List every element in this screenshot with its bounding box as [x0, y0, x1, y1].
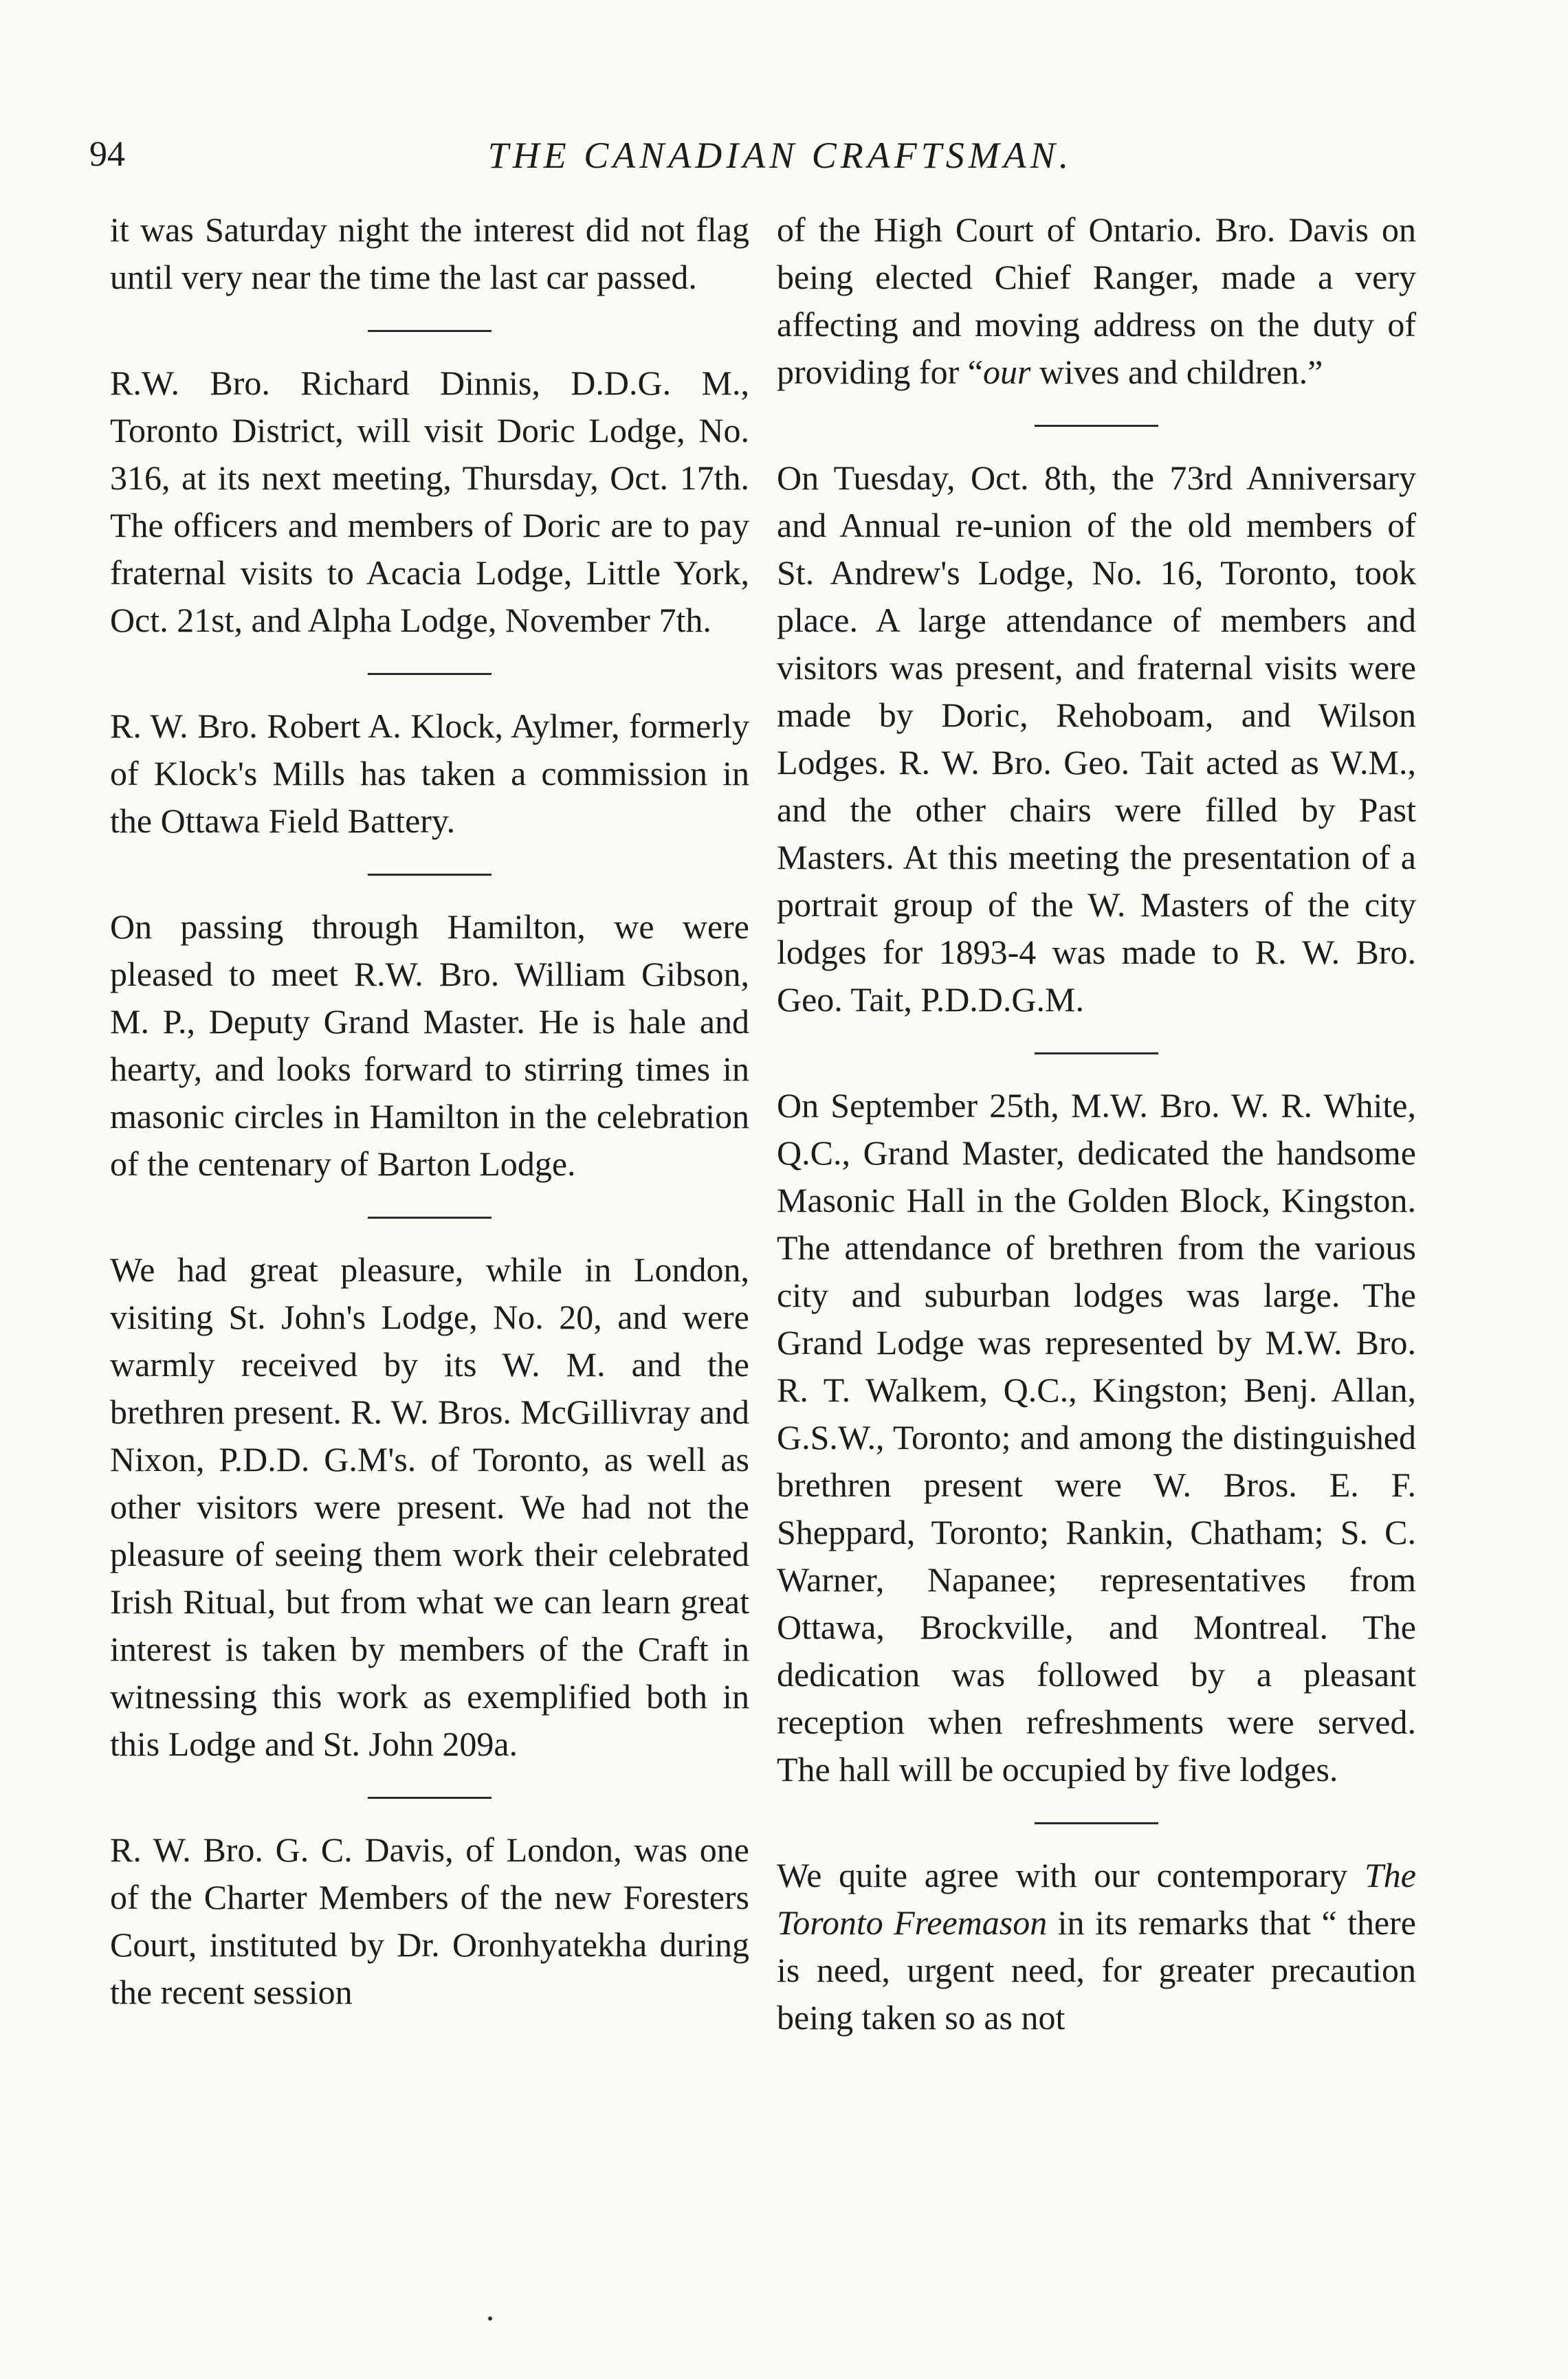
right-column [777, 206, 1416, 2041]
paragraph-text: in its remarks that “ there is need, urgent need, for greater precaution being taken so as not [777, 1903, 1417, 2037]
paragraph: On passing through Hamilton, we were pleased to meet R.W. Bro. William Gibson, M. P., Deputy Grand Master. He is hale and hearty, and looks forward to stirring times in masonic circles in Hamilton in the celebration of the centenary of Barton Lodge. [110, 907, 749, 1183]
section-divider [1035, 1052, 1158, 1054]
paragraph [777, 206, 1416, 396]
running-title: THE CANADIAN CRAFTSMAN. [487, 135, 1073, 176]
paragraph: R.W. Bro. Richard Dinnis, D.D.G. M., Toronto District, will visit Doric Lodge, No. 316, at its next meeting, Thursday, Oct. 17th. The officers and members of Doric are to pay fraternal visits to Acacia Lodge, Little York, Oct. 21st, and Alpha Lodge, November 7th. [110, 364, 749, 639]
section-divider [368, 673, 492, 675]
paragraph: R. W. Bro. G. C. Davis, of London, was one of the Charter Members of the new Foresters Court, instituted by Dr. Oronhyatekha during the recent session [110, 1830, 749, 2011]
emphasis: The Toronto Freemason [777, 1856, 1416, 1942]
paragraph: On September 25th, M.W. Bro. W. R. White, Q.C., Grand Master, dedicated the handsome Masonic Hall in the Golden Block, Kingston. The attendance of brethren from the various city and suburban lodges was large. The Grand Lodge was represented by M.W. Bro. R. T. Walkem, Q.C., Kingston; Benj. Allan, G.S.W., Toronto; and among the distinguished brethren present were W. Bros. E. F. Sheppard, Toronto; Rankin, Chatham; S. C. Warner, Napanee; representatives from Ottawa, Brockville, and Montreal. The dedication was followed by a pleasant reception when refreshments were served. The hall will be occupied by five lodges. [777, 1086, 1416, 1789]
paragraph-text: We quite agree with our contemporary [777, 1856, 1365, 1894]
paragraph [777, 1852, 1416, 2041]
page-number: 94 [89, 135, 125, 174]
left-column [110, 206, 749, 2016]
section-divider [368, 330, 492, 332]
section-divider [368, 874, 492, 876]
section-divider [1035, 1822, 1158, 1824]
paragraph-text: wives and children.” [1030, 353, 1323, 391]
paragraph: We had great pleasure, while in London, visiting St. John's Lodge, No. 20, and were warmly received by its W. M. and the brethren present. R. W. Bros. McGillivray and Nixon, P.D.D. G.M's. of Toronto, as well as other visitors were present. We had not the pleasure of seeing them work their celebrated Irish Ritual, but from what we can learn great interest is taken by members of the Craft in witnessing this work as exemplified both in this Lodge and St. John 209a. [110, 1250, 749, 1763]
printer-mark [488, 2316, 492, 2321]
section-divider [368, 1217, 492, 1219]
paragraph: it was Saturday night the interest did not flag until very near the time the last car passed. [110, 210, 749, 296]
paragraph-text: of the High Court of Ontario. Bro. Davis on being elected Chief Ranger, made a very affecting and moving address on the duty of providing for “ [777, 210, 1416, 391]
page-header [89, 134, 1471, 189]
paragraph: R. W. Bro. Robert A. Klock, Aylmer, formerly of Klock's Mills has taken a commission in the Ottawa Field Battery. [110, 707, 749, 840]
section-divider [368, 1797, 492, 1799]
section-divider [1035, 425, 1158, 427]
emphasis: our [982, 353, 1031, 391]
paragraph: On Tuesday, Oct. 8th, the 73rd Anniversary and Annual re-union of the old members of St. Andrew's Lodge, No. 16, Toronto, took place. A large attendance of members and visitors was present, and fraternal visits were made by Doric, Rehoboam, and Wilson Lodges. R. W. Bro. Geo. Tait acted as W.M., and the other chairs were filled by Past Masters. At this meeting the presentation of a portrait group of the W. Masters of the city lodges for 1893-4 was made to R. W. Bro. Geo. Tait, P.D.D.G.M. [777, 458, 1416, 1019]
